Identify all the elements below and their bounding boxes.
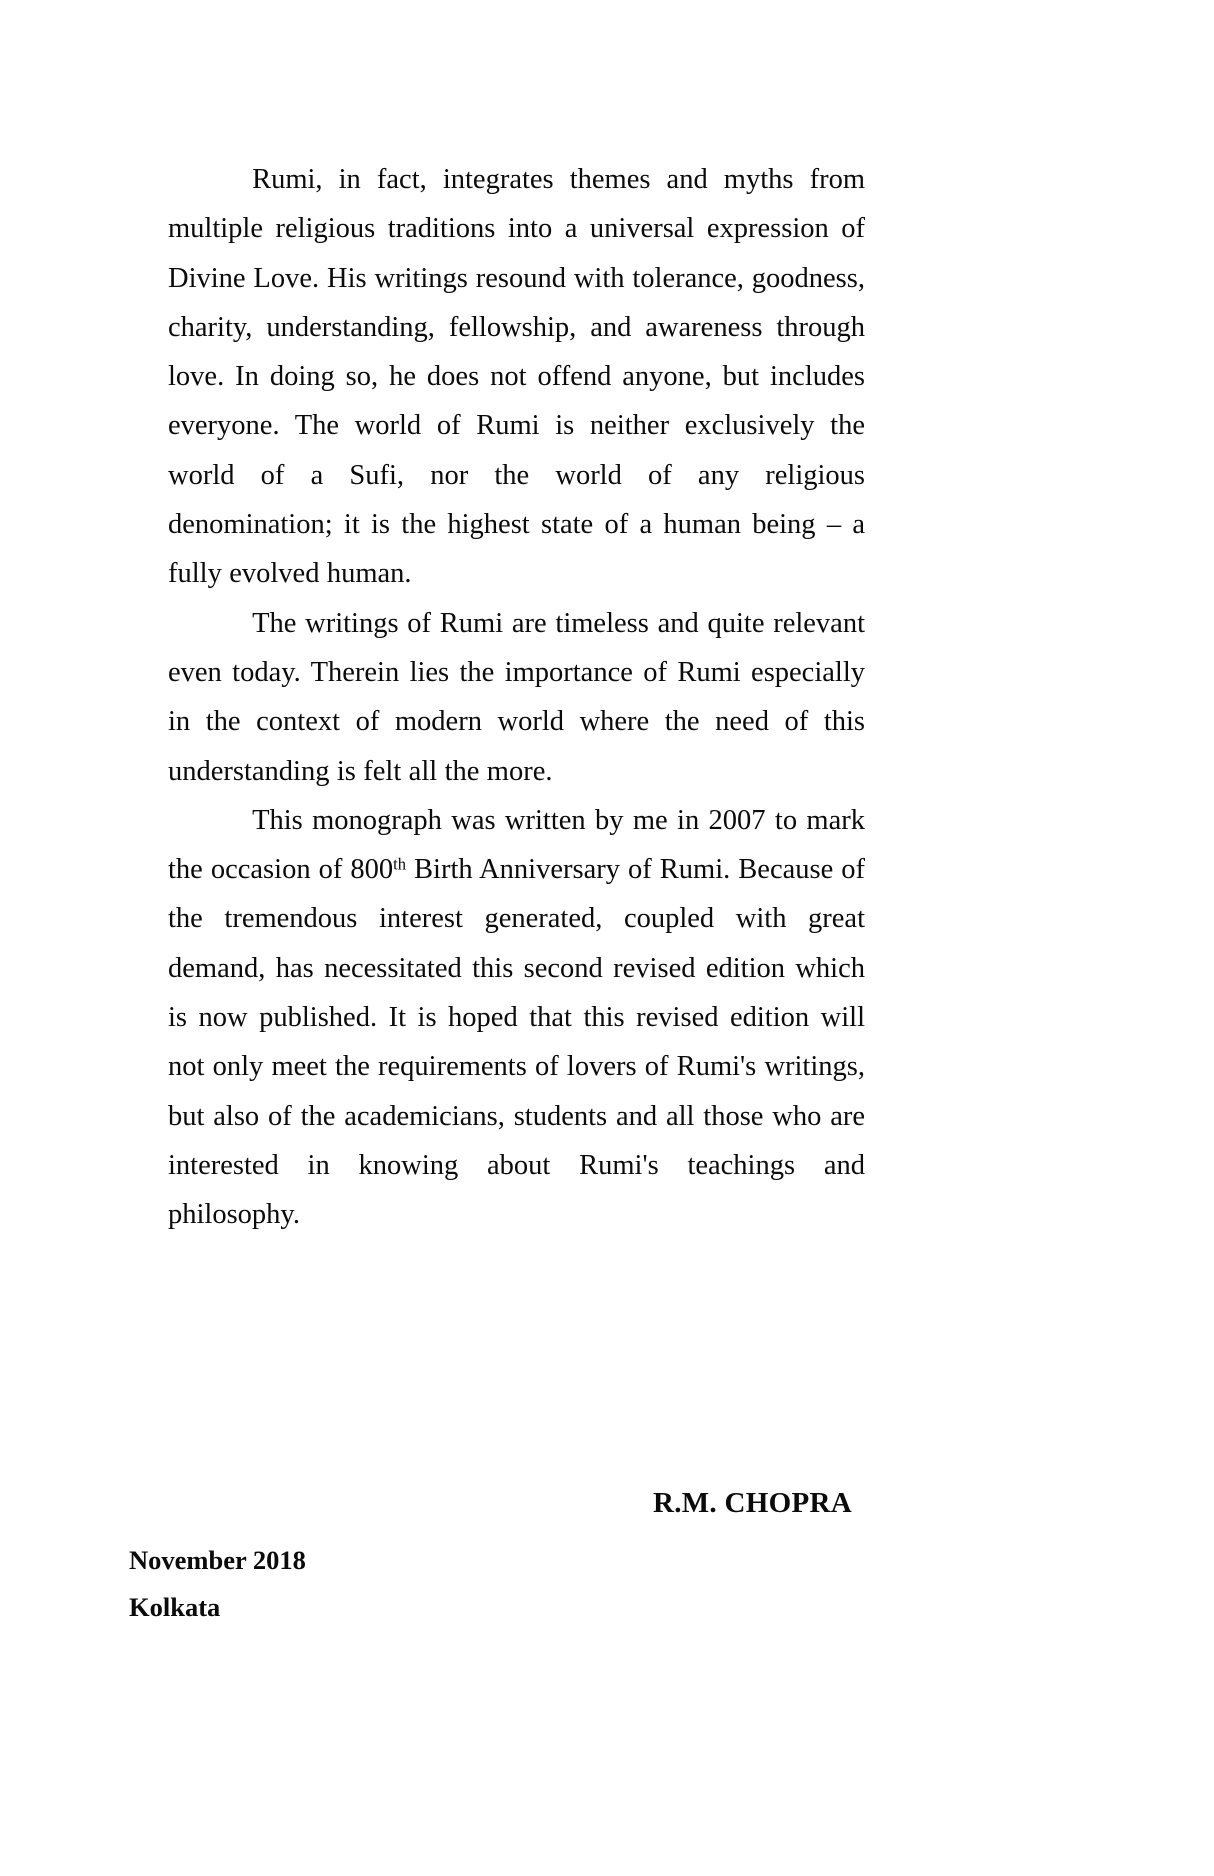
ordinal-suffix-th: th bbox=[393, 854, 406, 874]
paragraph-2: The writings of Rumi are timeless and quite relevant even today. Therein lies the importance of Rumi especially in the context of modern world where the need of this understanding is felt all the more. bbox=[168, 607, 865, 787]
signature-author-name: R.M. CHOPRA bbox=[652, 1487, 852, 1519]
paragraph-3-text-after-ordinal: Birth Anniversary of Rumi. Because of the tremendous interest generated, coupled with great demand, has necessitated this second revised edition which is now published. It is hoped that this revised edition will not only meet the requirements of lovers of Rumi's writings, but also of the academicians, students and all those who are interested in knowing about Rumi's teachings and philosophy. bbox=[168, 854, 866, 1231]
paragraph-3-text-before-ordinal: This monograph was written by me in 2007 to mark the occasion of 800 bbox=[168, 804, 865, 886]
paragraph-3 bbox=[168, 796, 865, 1240]
dateline-place: Kolkata bbox=[129, 1592, 221, 1622]
dateline-date: November 2018 bbox=[129, 1545, 306, 1575]
paragraph-1: Rumi, in fact, integrates themes and myths from multiple religious traditions into a universal expression of Divine Love. His writings resound with tolerance, goodness, charity, understanding, fellowship, and awareness through love. In doing so, he does not offend anyone, but includes everyone. The world of Rumi is neither exclusively the world of a Sufi, nor the world of any religious denomination; it is the highest state of a human being – a fully evolved human. bbox=[168, 164, 865, 590]
body-text-column bbox=[168, 155, 865, 1240]
dateline-block bbox=[129, 1537, 306, 1631]
